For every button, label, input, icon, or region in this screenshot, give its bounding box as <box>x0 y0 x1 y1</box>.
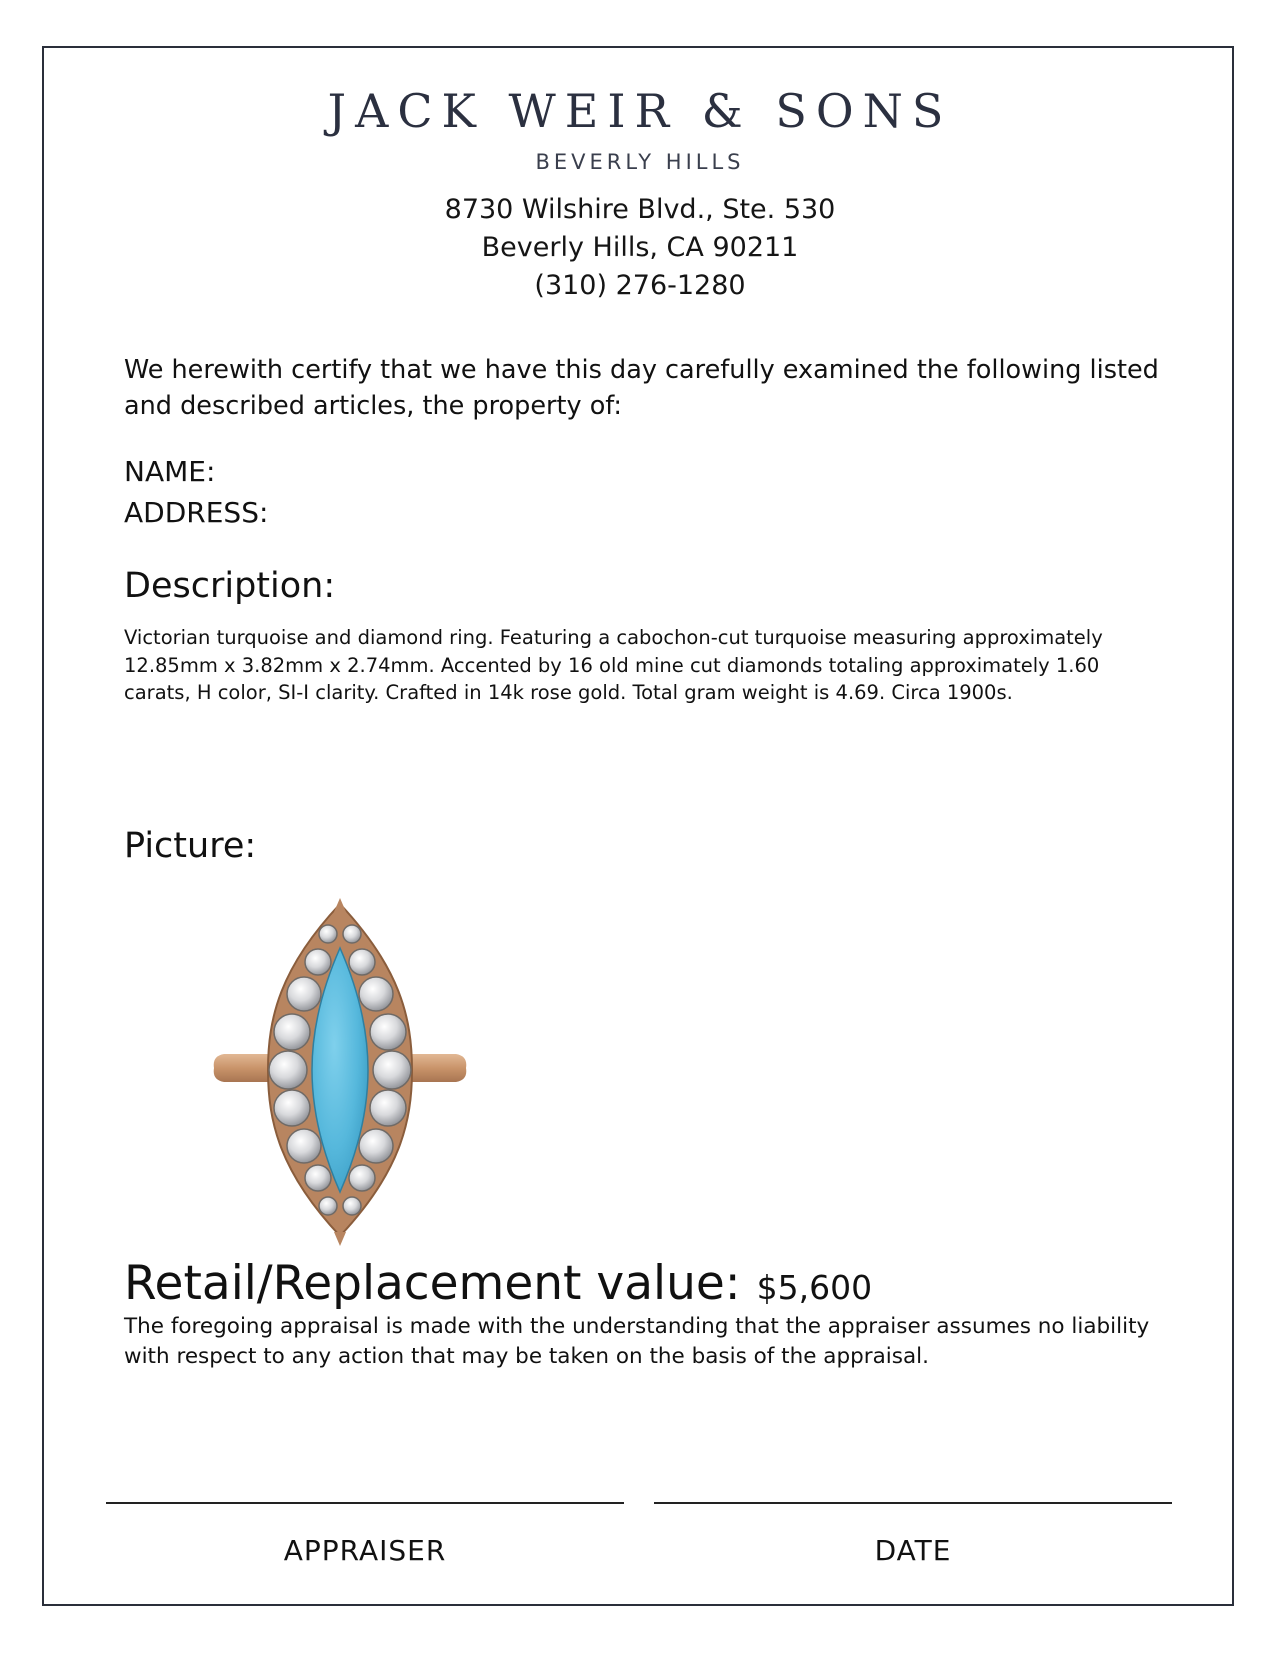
description-body: Victorian turquoise and diamond ring. Featuring a cabochon-cut turquoise measuring approximately 12.85mm x 3.82mm x 2.74mm. Accented by 16 old mine cut diamonds totaling approximately 1.60 carats, H color, SI-I clarity. Crafted in 14k rose gold. Total gram weight is 4.69. Circa 1900s. <box>124 626 1103 704</box>
appraiser-label: APPRAISER <box>283 1534 447 1567</box>
name-label: NAME: <box>124 455 216 488</box>
date-label: DATE <box>874 1534 952 1567</box>
date-signature-line <box>654 1502 1172 1504</box>
brand-logo-name: JACK WEIR & SONS <box>327 84 953 138</box>
description-heading: Description: <box>124 566 336 606</box>
phone-number: (310) 276-1280 <box>534 270 746 301</box>
ring-photo <box>210 898 470 1246</box>
valuation-row <box>124 1256 872 1311</box>
appraiser-signature-line <box>106 1502 624 1504</box>
address-label: ADDRESS: <box>124 496 269 529</box>
address-line-1: 8730 Wilshire Blvd., Ste. 530 <box>444 194 836 225</box>
certification-statement: We herewith certify that we have this day carefully examined the following listed and described articles, the property of: <box>124 355 1159 421</box>
disclaimer-text: The foregoing appraisal is made with the understanding that the appraiser assumes no liability with respect to any action that may be taken on the basis of the appraisal. <box>124 1314 1150 1369</box>
valuation-amount: $5,600 <box>756 1268 873 1307</box>
address-line-2: Beverly Hills, CA 90211 <box>481 232 799 263</box>
picture-heading: Picture: <box>124 826 257 866</box>
valuation-label: Retail/Replacement value: <box>124 1256 741 1311</box>
brand-logo-city: BEVERLY HILLS <box>535 150 745 174</box>
